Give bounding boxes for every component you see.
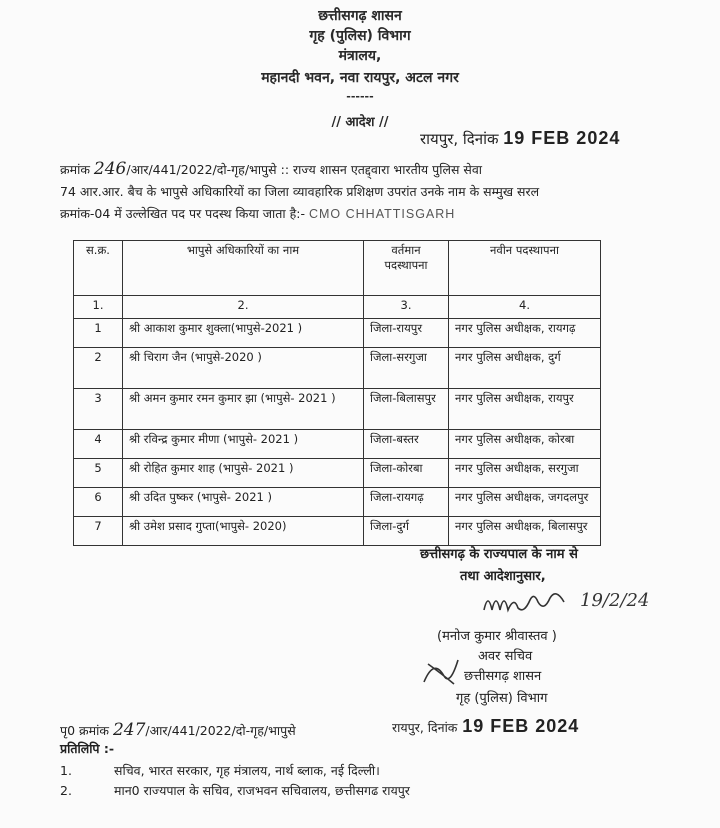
kramank-suffix: /आर/441/2022/दो-गृह/भापुसे bbox=[126, 162, 277, 177]
cell-serial: 1 bbox=[74, 319, 123, 348]
cell-new-posting: नगर पुलिस अधीक्षक, रायगढ़ bbox=[449, 319, 601, 348]
cell-current-posting: जिला-बिलासपुर bbox=[364, 389, 449, 430]
table-row bbox=[74, 430, 601, 459]
handwritten-date: 19/2/24 bbox=[580, 590, 650, 611]
column-number: 1. bbox=[74, 296, 123, 319]
cell-officer-name: श्री आकाश कुमार शुक्ला(भापुसे-2021 ) bbox=[123, 319, 364, 348]
cell-new-posting: नगर पुलिस अधीक्षक, रायपुर bbox=[449, 389, 601, 430]
order-title: // आदेश // bbox=[331, 115, 389, 130]
cell-new-posting: नगर पुलिस अधीक्षक, कोरबा bbox=[449, 430, 601, 459]
order-date-stamp: 19 FEB 2024 bbox=[503, 128, 621, 148]
cell-new-posting: नगर पुलिस अधीक्षक, सरगुजा bbox=[449, 459, 601, 488]
signature-order-line: तथा आदेशानुसार, bbox=[460, 569, 546, 584]
copy-item-number: 1. bbox=[60, 763, 72, 778]
cell-serial: 4 bbox=[74, 430, 123, 459]
cell-serial: 3 bbox=[74, 389, 123, 430]
header-serial: स.क्र. bbox=[74, 241, 123, 296]
header-current-posting: वर्तमान पदस्थापना bbox=[364, 241, 449, 296]
signatory-designation: अवर सचिव bbox=[478, 649, 533, 664]
column-number: 4. bbox=[449, 296, 601, 319]
kramank-number: 246 bbox=[93, 159, 127, 179]
endorsement-prefix: पृ0 क्रमांक bbox=[60, 723, 109, 738]
table-row bbox=[74, 389, 601, 430]
column-number-row bbox=[74, 296, 601, 319]
handwritten-signature bbox=[480, 588, 580, 618]
cell-officer-name: श्री रविन्द्र कुमार मीणा (भापुसे- 2021 ) bbox=[123, 430, 364, 459]
table-row bbox=[74, 488, 601, 517]
cell-new-posting: नगर पुलिस अधीक्षक, बिलासपुर bbox=[449, 517, 601, 546]
cell-current-posting: जिला-सरगुजा bbox=[364, 348, 449, 389]
cell-current-posting: जिला-रायगढ़ bbox=[364, 488, 449, 517]
cmo-watermark: CMO CHHATTISGARH bbox=[308, 207, 456, 221]
endorsement-line bbox=[60, 720, 296, 740]
cell-officer-name: श्री उमेश प्रसाद गुप्ता(भापुसे- 2020) bbox=[123, 517, 364, 546]
table-row bbox=[74, 319, 601, 348]
order-line-2: 74 आर.आर. बैच के भापुसे अधिकारियों का जिला व्यावहारिक प्रशिक्षण उपरांत उनके नाम के सम्मुख सरल bbox=[60, 184, 540, 199]
header-address: महानदी भवन, नवा रायपुर, अटल नगर bbox=[261, 70, 459, 86]
cell-serial: 7 bbox=[74, 517, 123, 546]
table-header-row bbox=[74, 241, 601, 296]
endorsement-date-prefix: रायपुर, दिनांक bbox=[392, 720, 458, 735]
copy-item bbox=[60, 782, 410, 799]
cell-officer-name: श्री अमन कुमार रमन कुमार झा (भापुसे- 2021 ) bbox=[123, 389, 364, 430]
cell-serial: 2 bbox=[74, 348, 123, 389]
cell-current-posting: जिला-रायपुर bbox=[364, 319, 449, 348]
cell-current-posting: जिला-दुर्ग bbox=[364, 517, 449, 546]
copy-item-text: मान0 राज्यपाल के सचिव, राजभवन सचिवालय, छत्तीसगढ रायपुर bbox=[114, 783, 410, 798]
header-ministry: मंत्रालय, bbox=[338, 48, 382, 64]
order-line-3-text: क्रमांक-04 में उल्लेखित पद पर पदस्थ किया जाता है:- bbox=[60, 206, 305, 221]
header-department: गृह (पुलिस) विभाग bbox=[309, 28, 411, 44]
table-row bbox=[74, 517, 601, 546]
endorsement-number: 247 bbox=[112, 720, 146, 740]
cell-officer-name: श्री रोहित कुमार शाह (भापुसे- 2021 ) bbox=[123, 459, 364, 488]
header-officer-name: भापुसे अधिकारियों का नाम bbox=[123, 241, 364, 296]
table-row bbox=[74, 459, 601, 488]
signatory-department: गृह (पुलिस) विभाग bbox=[456, 691, 548, 706]
signatory-government: छत्तीसगढ़ शासन bbox=[464, 669, 542, 684]
cell-new-posting: नगर पुलिस अधीक्षक, दुर्ग bbox=[449, 348, 601, 389]
copy-item-number: 2. bbox=[60, 783, 72, 798]
posting-table bbox=[73, 240, 601, 546]
header-new-posting: नवीन पदस्थापना bbox=[449, 241, 601, 296]
cell-officer-name: श्री चिराग जैन (भापुसे-2020 ) bbox=[123, 348, 364, 389]
order-date-line bbox=[420, 128, 620, 149]
copy-item-text: सचिव, भारत सरकार, गृह मंत्रालय, नार्थ ब्लाक, नई दिल्ली। bbox=[114, 763, 380, 778]
initials-scribble bbox=[418, 654, 464, 690]
order-line-3 bbox=[60, 203, 680, 225]
header-rule: ------ bbox=[346, 90, 374, 103]
copy-to-label: प्रतिलिपि :- bbox=[60, 741, 115, 756]
signature-authority-line: छत्तीसगढ़ के राज्यपाल के नाम से bbox=[420, 547, 578, 562]
endorsement-date-stamp: 19 FEB 2024 bbox=[462, 716, 580, 736]
cell-serial: 6 bbox=[74, 488, 123, 517]
cell-current-posting: जिला-कोरबा bbox=[364, 459, 449, 488]
cell-serial: 5 bbox=[74, 459, 123, 488]
signatory-name: (मनोज कुमार श्रीवास्तव ) bbox=[437, 629, 557, 644]
order-line-1 bbox=[60, 158, 680, 181]
kramank-label: क्रमांक bbox=[60, 162, 90, 177]
order-line-1-rest: :: राज्य शासन एतद्द्वारा भारतीय पुलिस सेवा bbox=[280, 162, 483, 177]
cell-current-posting: जिला-बस्तर bbox=[364, 430, 449, 459]
cell-new-posting: नगर पुलिस अधीक्षक, जगदलपुर bbox=[449, 488, 601, 517]
endorsement-suffix: /आर/441/2022/दो-गृह/भापुसे bbox=[145, 723, 296, 738]
copy-item bbox=[60, 762, 380, 779]
column-number: 2. bbox=[123, 296, 364, 319]
order-date-prefix: रायपुर, दिनांक bbox=[420, 130, 499, 148]
endorsement-date-line bbox=[392, 716, 579, 737]
cell-officer-name: श्री उदित पुष्कर (भापुसे- 2021 ) bbox=[123, 488, 364, 517]
column-number: 3. bbox=[364, 296, 449, 319]
table-row bbox=[74, 348, 601, 389]
order-paragraph bbox=[60, 158, 680, 225]
header-government: छत्तीसगढ़ शासन bbox=[318, 8, 402, 24]
